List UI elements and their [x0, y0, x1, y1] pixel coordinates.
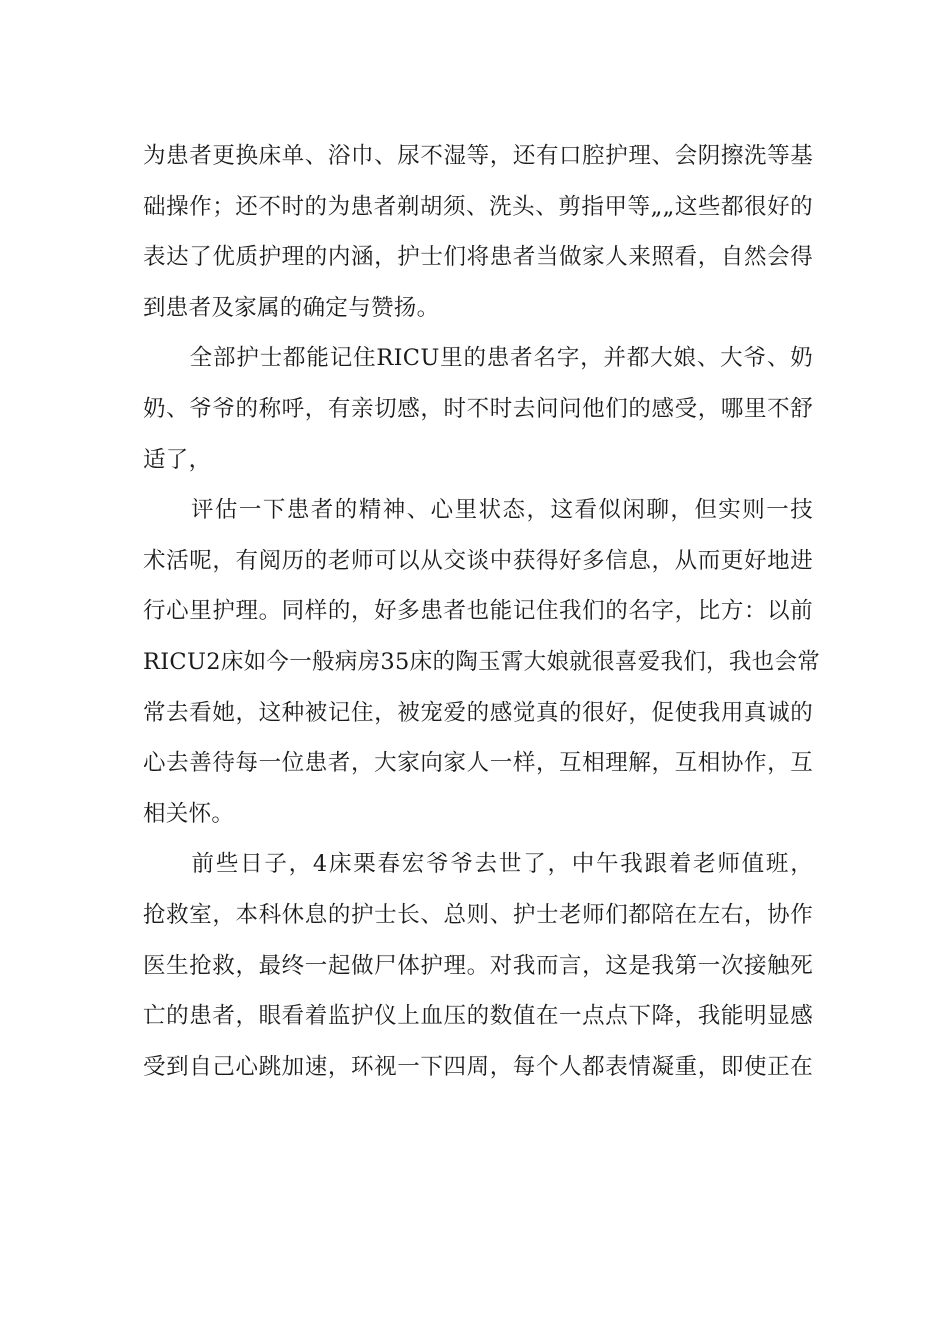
text-line: 相关怀。: [143, 800, 235, 827]
text-line: 评估一下患者的精神、心里状态，这看似闲聊，但实则一技: [143, 497, 813, 524]
text-line: RICU2床如今一般病房35床的陶玉霄大娘就很喜爱我们，我也会常: [143, 648, 821, 675]
text-line: 术活呢，有阅历的老师可以从交谈中获得好多信息，从而更好地进: [143, 547, 813, 574]
text-line: 础操作；还不时的为患者剃胡须、洗头、剪指甲等„„这些都很好的: [143, 193, 813, 220]
text-line: 奶、爷爷的称呼，有亲切感，时不时去问问他们的感受，哪里不舒: [143, 395, 813, 422]
text-line: 医生抢救，最终一起做尸体护理。对我而言，这是我第一次接触死: [143, 952, 813, 979]
text-line: 前些日子，4床栗春宏爷爷去世了，中午我跟着老师值班，: [143, 851, 813, 878]
text-line: 全部护士都能记住RICU里的患者名字，并都大娘、大爷、奶: [143, 345, 813, 372]
text-line: 心去善待每一位患者，大家向家人一样，互相理解，互相协作，互: [143, 750, 813, 777]
text-line: 表达了优质护理的内涵，护士们将患者当做家人来照看，自然会得: [143, 244, 813, 271]
text-line: 到患者及家属的确定与赞扬。: [143, 294, 440, 321]
text-line: 常去看她，这种被记住，被宠爱的感觉真的很好，促使我用真诚的: [143, 699, 813, 726]
text-line: 受到自己心跳加速，环视一下四周，每个人都表情凝重，即使正在: [143, 1053, 813, 1080]
text-line: 抢救室，本科休息的护士长、总则、护士老师们都陪在左右，协作: [143, 901, 813, 928]
text-line: 行心里护理。同样的，好多患者也能记住我们的名字，比方：以前: [143, 598, 813, 625]
text-line: 亡的患者，眼看着监护仪上血压的数值在一点点下降，我能明显感: [143, 1003, 813, 1030]
body-text: [143, 131, 821, 1092]
text-line: 为患者更换床单、浴巾、尿不湿等，还有口腔护理、会阴擦洗等基: [143, 143, 813, 169]
text-line: 适了，: [143, 446, 212, 473]
